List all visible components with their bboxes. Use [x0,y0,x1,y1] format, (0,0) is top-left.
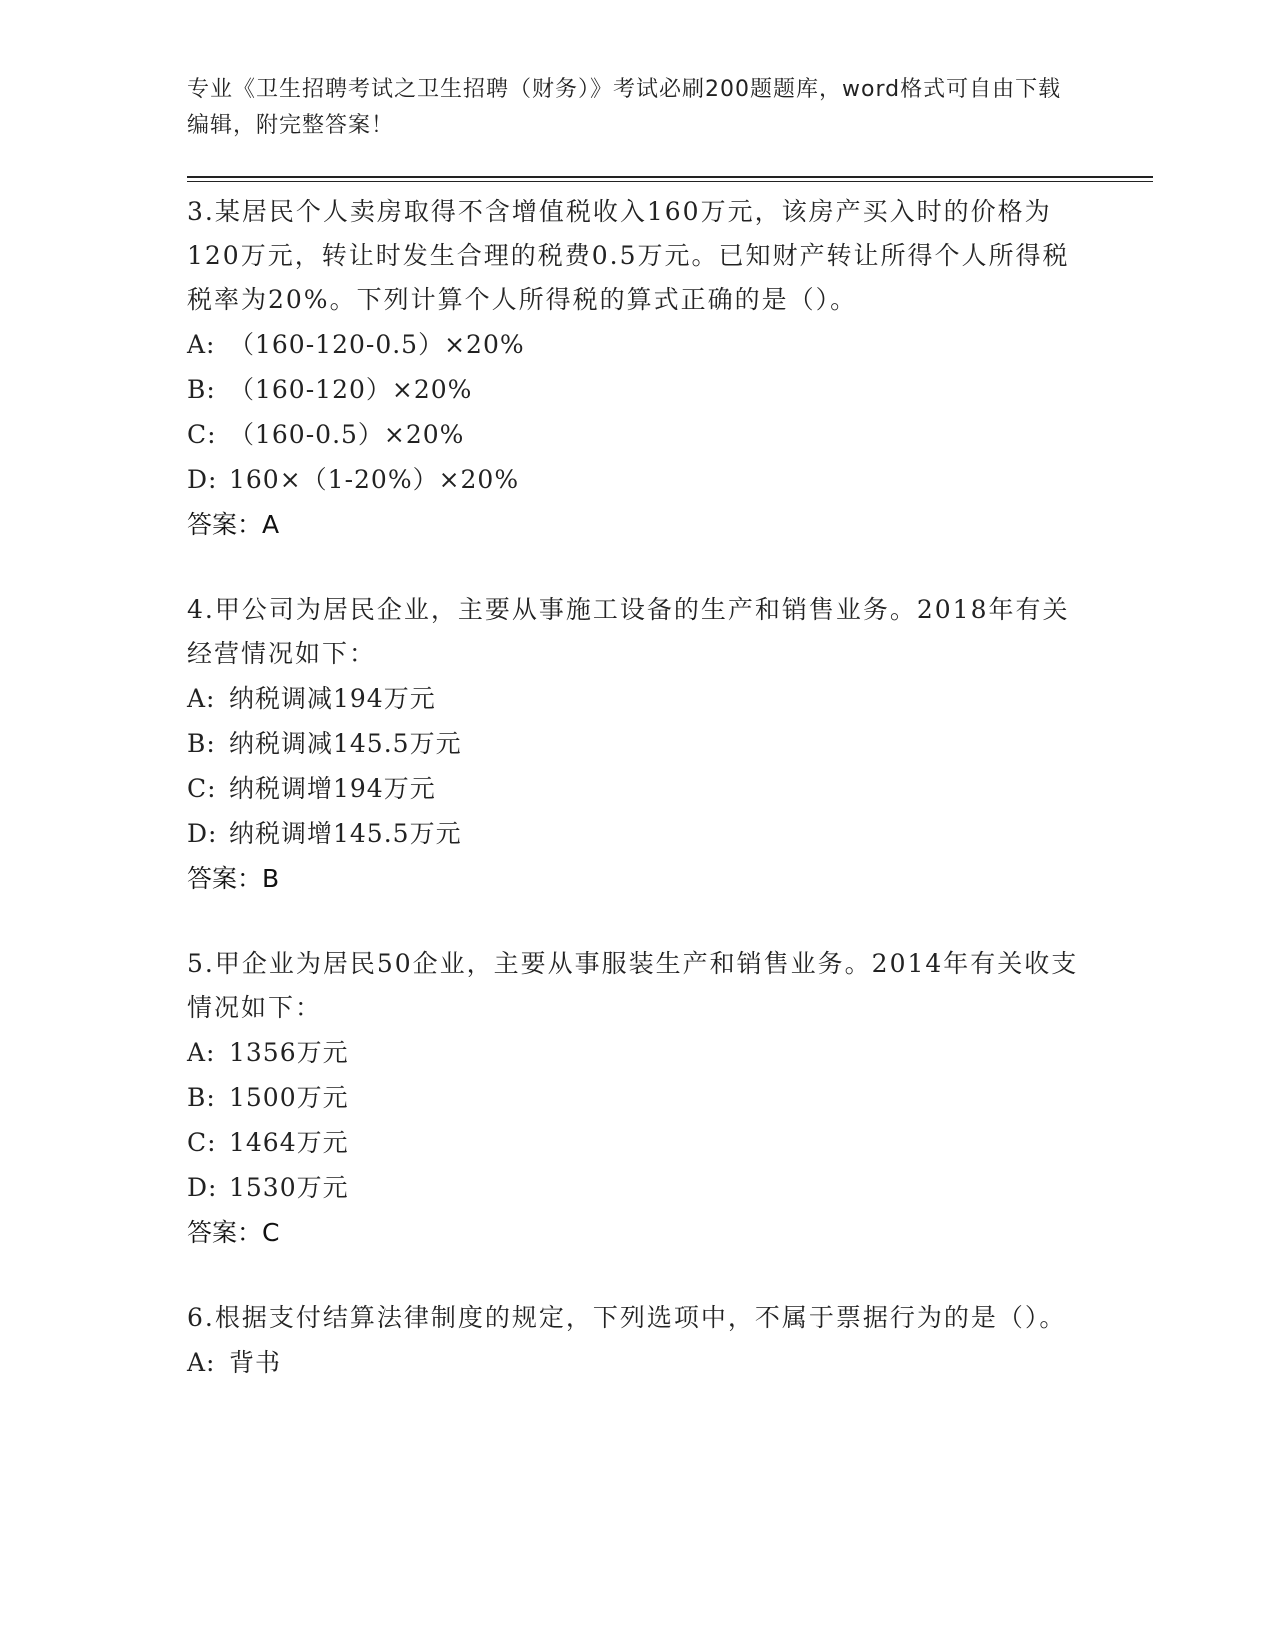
option-text: 1500万元 [229,1083,349,1112]
option-letter: C: [187,1128,217,1157]
option-a [187,322,1087,367]
option-c [187,766,1087,811]
option-text: （160-120）×20% [229,375,473,404]
option-text: （160-120-0.5）×20% [229,330,525,359]
option-letter: B: [187,375,216,404]
option-text: 1356万元 [229,1038,349,1067]
question-stem: 4.甲公司为居民企业，主要从事施工设备的生产和销售业务。2018年有关经营情况如下： [187,595,1070,668]
option-letter: D: [187,465,218,494]
question-4 [187,588,1087,902]
option-letter: A: [187,1038,216,1067]
option-text: 纳税调减194万元 [229,684,436,713]
option-letter: A: [187,1348,216,1377]
question-stem: 3.某居民个人卖房取得不含增值税收入160万元，该房产买入时的价格为120万元，转让时发生合理的税费0.5万元。已知财产转让所得个人所得税税率为20%。下列计算个人所得税的算式正确的是（）。 [187,197,1070,314]
option-text: 背书 [229,1348,282,1377]
option-b [187,721,1087,766]
option-c [187,1120,1087,1165]
option-d [187,1165,1087,1210]
option-a [187,1030,1087,1075]
option-b [187,367,1087,412]
header-divider-thick [187,176,1153,178]
option-a [187,1340,1087,1385]
option-text: 纳税调增145.5万元 [229,819,462,848]
question-6 [187,1296,1087,1385]
option-letter: D: [187,1173,218,1202]
option-text: 纳税调增194万元 [229,774,436,803]
question-stem: 5.甲企业为居民50企业，主要从事服装生产和销售业务。2014年有关收支情况如下： [187,949,1079,1022]
question-list [187,190,1087,1425]
option-text: 160×（1-20%）×20% [229,465,520,494]
option-text: 1530万元 [229,1173,349,1202]
option-text: 1464万元 [229,1128,349,1157]
document-header: 专业《卫生招聘考试之卫生招聘（财务）》考试必刷200题题库，word格式可自由下载编辑，附完整答案！ [187,77,1062,138]
answer-line: 答案：B [187,864,280,893]
option-letter: A: [187,684,216,713]
option-letter: A: [187,330,216,359]
option-letter: B: [187,729,216,758]
question-stem: 6.根据支付结算法律制度的规定，下列选项中，不属于票据行为的是（）。 [187,1303,1067,1332]
option-c [187,412,1087,457]
option-text: （160-0.5）×20% [229,420,465,449]
option-letter: D: [187,819,218,848]
option-letter: C: [187,774,217,803]
option-letter: B: [187,1083,216,1112]
answer-line: 答案：A [187,510,280,539]
option-b [187,1075,1087,1120]
answer-line: 答案：C [187,1218,280,1247]
header-divider-thin [187,181,1153,182]
question-3 [187,190,1087,548]
option-text: 纳税调减145.5万元 [229,729,462,758]
option-letter: C: [187,420,217,449]
option-d [187,811,1087,856]
option-d [187,457,1087,502]
option-a [187,676,1087,721]
question-5 [187,942,1087,1256]
